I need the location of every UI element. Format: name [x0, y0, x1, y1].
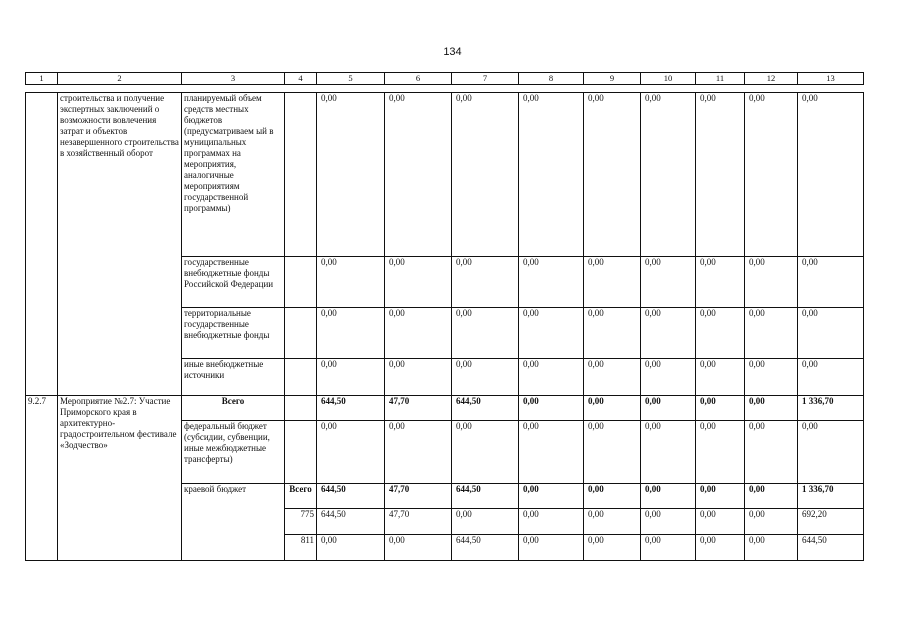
funding-source-regional: краевой бюджет — [182, 484, 285, 561]
gap-cell — [26, 85, 864, 93]
item-number: 9.2.7 — [26, 396, 58, 561]
continued-row-value-col6: 0,00 — [385, 359, 452, 396]
item-regional-row-value-col13: 1 336,70 — [798, 484, 864, 509]
item-federal-row-value-col11: 0,00 — [696, 421, 745, 484]
continued-row-value-col7: 0,00 — [452, 93, 519, 257]
column-header-8: 8 — [519, 73, 584, 85]
item-regional-row-value-col5: 0,00 — [317, 535, 385, 561]
continued-row-value-col9: 0,00 — [584, 93, 641, 257]
funding-source-total: Всего — [182, 396, 285, 421]
continued-row-value-col5: 0,00 — [317, 359, 385, 396]
item-regional-row-value-col11: 0,00 — [696, 484, 745, 509]
continued-row-value-col7: 0,00 — [452, 257, 519, 308]
item-total-row-value-col6: 47,70 — [385, 396, 452, 421]
column-header-3: 3 — [182, 73, 285, 85]
funding-source: иные внебюджетные источники — [182, 359, 285, 396]
continued-row-value-col9: 0,00 — [584, 308, 641, 359]
item-regional-row-value-col10: 0,00 — [641, 535, 696, 561]
item-regional-row-value-col11: 0,00 — [696, 535, 745, 561]
column-header-4: 4 — [285, 73, 317, 85]
continued-row-value-col12: 0,00 — [745, 308, 798, 359]
continued-row-value-col10: 0,00 — [641, 359, 696, 396]
continued-row-value-col5: 0,00 — [317, 308, 385, 359]
budget-code — [285, 421, 317, 484]
column-header-13: 13 — [798, 73, 864, 85]
item-regional-row-value-col8: 0,00 — [519, 535, 584, 561]
budget-code: Всего — [285, 484, 317, 509]
continued-row-value-col6: 0,00 — [385, 93, 452, 257]
item-regional-row-value-col8: 0,00 — [519, 509, 584, 535]
item-federal-row-value-col13: 0,00 — [798, 421, 864, 484]
continued-row-value-col10: 0,00 — [641, 308, 696, 359]
continued-row-value-col7: 0,00 — [452, 308, 519, 359]
item-name: Мероприятие №2.7: Участие Приморского края в архитектурно-градостроительном фестивале «Зодчество» — [58, 396, 182, 561]
item-regional-row-value-col11: 0,00 — [696, 509, 745, 535]
continued-row-value-col13: 0,00 — [798, 93, 864, 257]
continued-row — [26, 93, 864, 257]
continued-row-value-col10: 0,00 — [641, 93, 696, 257]
column-header-7: 7 — [452, 73, 519, 85]
budget-code — [285, 93, 317, 257]
column-header-12: 12 — [745, 73, 798, 85]
continued-row-value-col11: 0,00 — [696, 359, 745, 396]
header-gap — [26, 85, 864, 93]
continued-row-value-col9: 0,00 — [584, 359, 641, 396]
funding-source: планируемый объем средств местных бюджетов (предусматриваем ый в муниципальных программах на мероприятия, аналогичные мероприятиям государственной программы) — [182, 93, 285, 257]
item-regional-row-value-col12: 0,00 — [745, 484, 798, 509]
item-regional-row-value-col10: 0,00 — [641, 484, 696, 509]
item-total-row-value-col13: 1 336,70 — [798, 396, 864, 421]
continued-row-value-col6: 0,00 — [385, 257, 452, 308]
funding-source: государственные внебюджетные фонды Российской Федерации — [182, 257, 285, 308]
budget-code — [285, 257, 317, 308]
continued-item-name: строительства и получение экспертных заключений о возможности вовлечения затрат и объектов незавершенного строительства в хозяйственный оборот — [58, 93, 182, 396]
continued-row-value-col8: 0,00 — [519, 359, 584, 396]
column-header-9: 9 — [584, 73, 641, 85]
item-federal-row-value-col7: 0,00 — [452, 421, 519, 484]
item-total-row-value-col11: 0,00 — [696, 396, 745, 421]
continued-row-value-col12: 0,00 — [745, 93, 798, 257]
item-regional-row-value-col5: 644,50 — [317, 509, 385, 535]
item-regional-row-value-col6: 0,00 — [385, 535, 452, 561]
column-header-5: 5 — [317, 73, 385, 85]
item-total-row-value-col5: 644,50 — [317, 396, 385, 421]
continued-row-value-col13: 0,00 — [798, 359, 864, 396]
item-federal-row-value-col6: 0,00 — [385, 421, 452, 484]
item-regional-row-value-col8: 0,00 — [519, 484, 584, 509]
budget-code: 775 — [285, 509, 317, 535]
item-federal-row-value-col12: 0,00 — [745, 421, 798, 484]
item-federal-row-value-col5: 0,00 — [317, 421, 385, 484]
continued-item-number — [26, 93, 58, 396]
item-regional-row-value-col9: 0,00 — [584, 484, 641, 509]
continued-row-value-col11: 0,00 — [696, 308, 745, 359]
item-regional-row-value-col13: 692,20 — [798, 509, 864, 535]
column-header-1: 1 — [26, 73, 58, 85]
budget-code — [285, 359, 317, 396]
item-regional-row-value-col9: 0,00 — [584, 535, 641, 561]
column-header-10: 10 — [641, 73, 696, 85]
item-total-row-value-col10: 0,00 — [641, 396, 696, 421]
item-federal-row-value-col10: 0,00 — [641, 421, 696, 484]
item-regional-row-value-col7: 644,50 — [452, 484, 519, 509]
funding-source-federal: федеральный бюджет (субсидии, субвенции, иные межбюджетные трансферты) — [182, 421, 285, 484]
budget-code: 811 — [285, 535, 317, 561]
item-federal-row-value-col9: 0,00 — [584, 421, 641, 484]
continued-row-value-col11: 0,00 — [696, 257, 745, 308]
continued-row-value-col13: 0,00 — [798, 308, 864, 359]
continued-row-value-col9: 0,00 — [584, 257, 641, 308]
continued-row-value-col10: 0,00 — [641, 257, 696, 308]
item-federal-row-value-col8: 0,00 — [519, 421, 584, 484]
item-total-row-value-col12: 0,00 — [745, 396, 798, 421]
continued-row-value-col12: 0,00 — [745, 257, 798, 308]
continued-row-value-col5: 0,00 — [317, 93, 385, 257]
item-regional-row-value-col13: 644,50 — [798, 535, 864, 561]
column-header-11: 11 — [696, 73, 745, 85]
funding-source: территориальные государственные внебюджетные фонды — [182, 308, 285, 359]
item-regional-row-value-col7: 0,00 — [452, 509, 519, 535]
item-total-row-value-col7: 644,50 — [452, 396, 519, 421]
column-header-6: 6 — [385, 73, 452, 85]
item-regional-row-value-col12: 0,00 — [745, 535, 798, 561]
continued-row-value-col12: 0,00 — [745, 359, 798, 396]
budget-code — [285, 308, 317, 359]
continued-row-value-col8: 0,00 — [519, 93, 584, 257]
item-regional-row-value-col6: 47,70 — [385, 484, 452, 509]
item-regional-row-value-col12: 0,00 — [745, 509, 798, 535]
item-total-row — [26, 396, 864, 421]
item-regional-row-value-col10: 0,00 — [641, 509, 696, 535]
continued-row-value-col5: 0,00 — [317, 257, 385, 308]
item-regional-row-value-col5: 644,50 — [317, 484, 385, 509]
column-header-2: 2 — [58, 73, 182, 85]
continued-row-value-col8: 0,00 — [519, 257, 584, 308]
item-total-row-value-col8: 0,00 — [519, 396, 584, 421]
item-regional-row-value-col6: 47,70 — [385, 509, 452, 535]
continued-row-value-col6: 0,00 — [385, 308, 452, 359]
page-number: 134 — [443, 46, 462, 58]
column-header-row — [26, 73, 864, 85]
continued-row-value-col13: 0,00 — [798, 257, 864, 308]
continued-row-value-col11: 0,00 — [696, 93, 745, 257]
continued-row-value-col7: 0,00 — [452, 359, 519, 396]
budget-table — [25, 72, 864, 561]
item-total-row-value-col9: 0,00 — [584, 396, 641, 421]
item-regional-row-value-col7: 644,50 — [452, 535, 519, 561]
continued-row-value-col8: 0,00 — [519, 308, 584, 359]
budget-code — [285, 396, 317, 421]
item-regional-row-value-col9: 0,00 — [584, 509, 641, 535]
